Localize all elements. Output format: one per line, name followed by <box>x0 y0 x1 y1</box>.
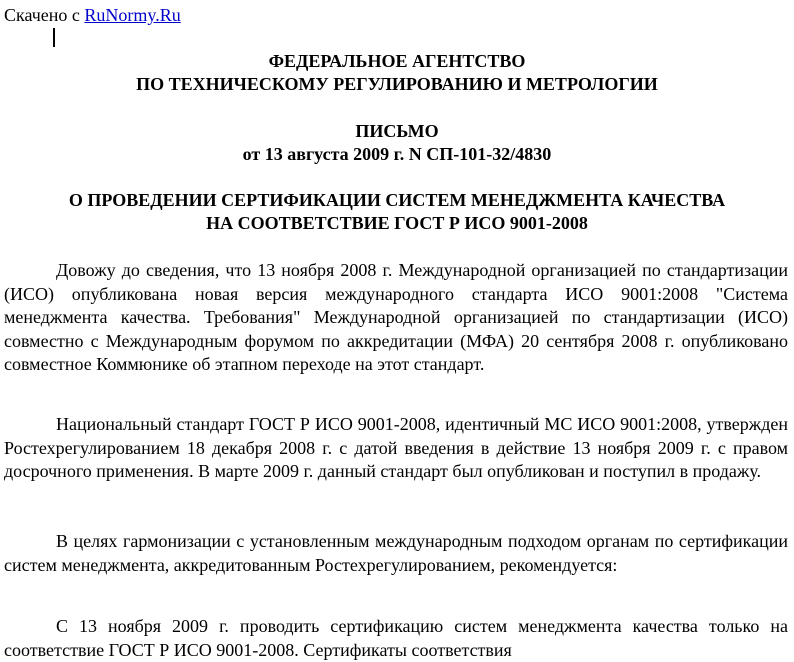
paragraph-3: В целях гармонизации с установленным международным подходом органам по сертификации систем менеджмента, аккредитованным Ростехрегулированием, рекомендуется: <box>4 531 788 575</box>
letter-date-number: от 13 августа 2009 г. N СП-101-32/4830 <box>242 144 552 164</box>
agency-title-line1: ФЕДЕРАЛЬНОЕ АГЕНТСТВО <box>268 51 526 71</box>
downloaded-prefix: Скачено с <box>4 5 80 25</box>
runormy-link[interactable]: RuNormy.Ru <box>84 5 181 25</box>
subject-line2: НА СООТВЕТСТВИЕ ГОСТ Р ИСО 9001-2008 <box>206 213 588 233</box>
letter-type: ПИСЬМО <box>355 121 439 141</box>
paragraph-1: Довожу до сведения, что 13 ноября 2008 г. Международной организацией по стандартизации (ИСО) опубликована новая версия международного стандарта ИСО 9001:2008 "Система менеджмента качества. Требования" Международной организацией по стандартизации (ИСО) совместно с Международным форумом по аккредитации (МФА) 20 сентября 2008 г. опубликовано совместное Коммюнике об этапном переходе на этот стандарт. <box>4 260 788 374</box>
subject-line1: О ПРОВЕДЕНИИ СЕРТИФИКАЦИИ СИСТЕМ МЕНЕДЖМЕНТА КАЧЕСТВА <box>68 190 726 210</box>
agency-title-line2: ПО ТЕХНИЧЕСКОМУ РЕГУЛИРОВАНИЮ И МЕТРОЛОГИИ <box>136 74 658 94</box>
paragraph-2: Национальный стандарт ГОСТ Р ИСО 9001-2008, идентичный МС ИСО 9001:2008, утвержден Ростехрегулированием 18 декабря 2008 г. с датой введения в действие 13 ноября 2009 г. с правом досрочного применения. В марте 2009 г. данный стандарт был опубликован и поступил в продажу. <box>4 414 788 481</box>
text-cursor <box>53 28 55 47</box>
paragraph-4: С 13 ноября 2009 г. проводить сертификацию систем менеджмента качества только на соответствие ГОСТ Р ИСО 9001-2008. Сертификаты соответствия <box>4 616 788 660</box>
source-line <box>4 4 181 26</box>
